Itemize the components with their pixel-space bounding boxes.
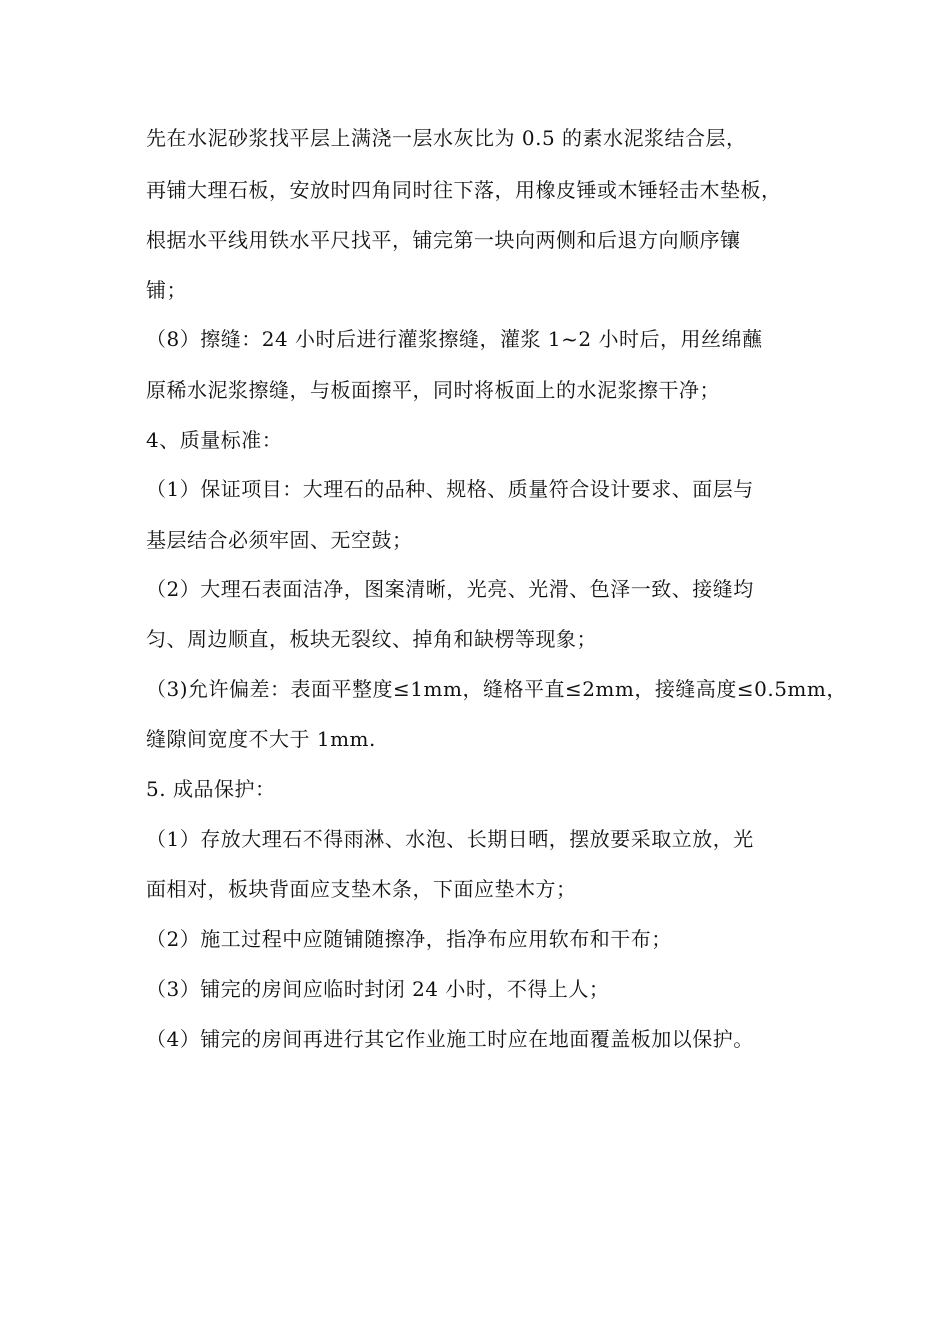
text-line: 再铺大理石板，安放时四角同时往下落，用橡皮锤或木锤轻击木垫板， (146, 178, 782, 202)
text-line: 先在水泥砂浆找平层上满浇一层水灰比为 0.5 的素水泥浆结合层， (146, 126, 747, 150)
text-line: （8）擦缝：24 小时后进行灌浆擦缝，灌浆 1~2 小时后，用丝绵蘸 (146, 327, 763, 351)
text-line: 匀、周边顺直，板块无裂纹、掉角和缺楞等现象； (146, 627, 597, 651)
text-line: 根据水平线用铁水平尺找平，铺完第一块向两侧和后退方向顺序镶 (146, 228, 741, 252)
text-line: （2）大理石表面洁净，图案清晰，光亮、光滑、色泽一致、接缝均 (146, 577, 754, 601)
text-line: 缝隙间宽度不大于 1mm. (146, 727, 376, 751)
section-heading: 5. 成品保护： (146, 777, 276, 801)
text-line: 基层结合必须牢固、无空鼓； (146, 528, 413, 552)
text-line: （3）铺完的房间应临时封闭 24 小时，不得上人； (146, 977, 610, 1001)
text-line: （3)允许偏差：表面平整度≤1mm，缝格平直≤2mm，接缝高度≤0.5mm， (146, 677, 847, 701)
section-heading: 4、质量标准： (146, 428, 283, 452)
text-line: 原稀水泥浆擦缝，与板面擦平，同时将板面上的水泥浆擦干净； (146, 378, 720, 402)
text-line: （1）存放大理石不得雨淋、水泡、长期日晒，摆放要采取立放，光 (146, 827, 754, 851)
text-line: 面相对，板块背面应支垫木条，下面应垫木方； (146, 877, 577, 901)
text-line: （4）铺完的房间再进行其它作业施工时应在地面覆盖板加以保护。 (146, 1027, 754, 1051)
text-line: 铺； (146, 278, 187, 302)
text-line: （2）施工过程中应随铺随擦净，指净布应用软布和干布； (146, 927, 672, 951)
text-line: （1）保证项目：大理石的品种、规格、质量符合设计要求、面层与 (146, 477, 754, 501)
